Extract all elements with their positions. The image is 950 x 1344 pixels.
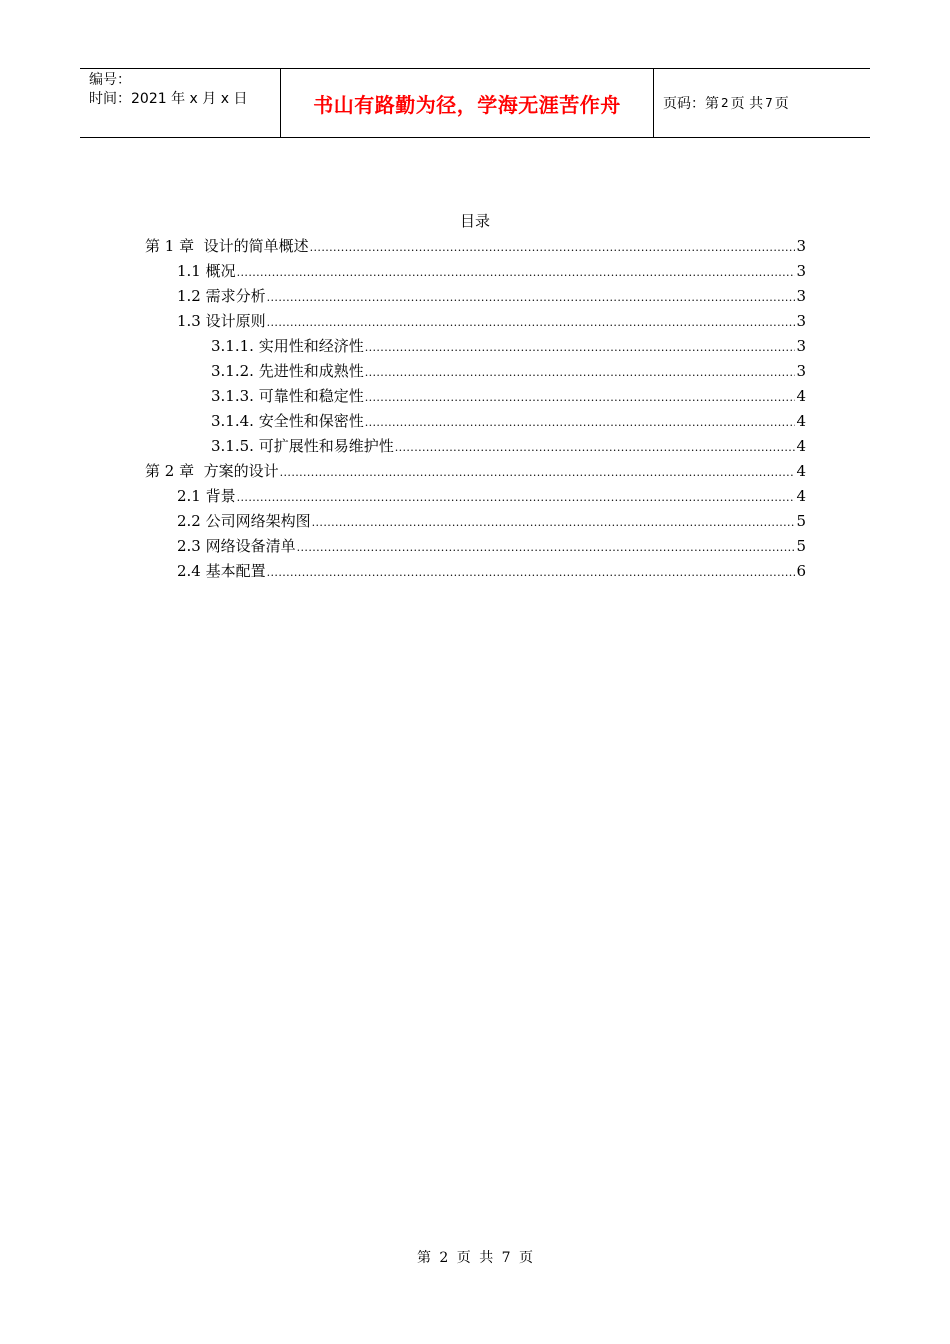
toc-leader-dots — [237, 260, 796, 285]
table-of-contents — [145, 234, 806, 584]
toc-entry-page: 3 — [796, 237, 806, 255]
toc-entry-label: 1.3 设计原则 — [177, 312, 266, 330]
header-page-info — [654, 69, 870, 137]
toc-entry[interactable] — [145, 234, 806, 259]
toc-entry-page: 3 — [796, 362, 806, 380]
toc-leader-dots — [267, 285, 796, 310]
toc-entry[interactable] — [145, 409, 806, 434]
toc-leader-dots — [365, 360, 796, 385]
toc-entry-page: 3 — [796, 312, 806, 330]
toc-leader-dots — [312, 510, 796, 535]
toc-entry[interactable] — [145, 509, 806, 534]
toc-entry-label: 2.3 网络设备清单 — [177, 537, 296, 555]
toc-entry-label: 2.4 基本配置 — [177, 562, 266, 580]
header-meta — [80, 69, 281, 137]
header-page-total: 7 — [765, 96, 773, 110]
header-page-mid: 页 共 — [730, 96, 764, 112]
toc-entry-page: 4 — [796, 487, 806, 505]
toc-leader-dots — [267, 310, 796, 335]
toc-entry-page: 6 — [796, 562, 806, 580]
toc-entry-label: 3.1.2. 先进性和成熟性 — [211, 362, 364, 380]
toc-entry-label: 3.1.3. 可靠性和稳定性 — [211, 387, 364, 405]
toc-entry-page: 4 — [796, 462, 806, 480]
toc-entry[interactable] — [145, 384, 806, 409]
toc-leader-dots — [237, 485, 796, 510]
toc-entry-page: 3 — [796, 287, 806, 305]
page-footer: 第 2 页 共 7 页 — [416, 1250, 534, 1266]
toc-entry[interactable] — [145, 334, 806, 359]
toc-leader-dots — [267, 560, 796, 585]
header-date-label: 时间：2021 年 x 月 x 日 — [89, 91, 248, 107]
toc-entry[interactable] — [145, 434, 806, 459]
toc-entry[interactable] — [145, 459, 806, 484]
toc-entry[interactable] — [145, 534, 806, 559]
toc-entry[interactable] — [145, 484, 806, 509]
header-motto: 书山有路勤为径，学海无涯苦作舟 — [281, 69, 654, 137]
toc-entry-page: 4 — [796, 437, 806, 455]
header-page-current: 2 — [721, 96, 729, 110]
toc-entry[interactable] — [145, 559, 806, 584]
toc-entry-page: 3 — [796, 337, 806, 355]
toc-leader-dots — [310, 235, 796, 260]
toc-entry-label: 第 2 章 方案的设计 — [145, 462, 279, 480]
header-number-label: 编号： — [89, 72, 131, 88]
toc-entry-page: 4 — [796, 387, 806, 405]
toc-leader-dots — [365, 410, 796, 435]
toc-entry-label: 2.1 背景 — [177, 487, 236, 505]
toc-entry-label: 1.2 需求分析 — [177, 287, 266, 305]
toc-entry-label: 3.1.4. 安全性和保密性 — [211, 412, 364, 430]
toc-entry[interactable] — [145, 284, 806, 309]
toc-entry-label: 1.1 概况 — [177, 262, 236, 280]
toc-leader-dots — [280, 460, 796, 485]
toc-title: 目录 — [459, 212, 490, 230]
toc-entry-label: 3.1.1. 实用性和经济性 — [211, 337, 364, 355]
toc-leader-dots — [365, 335, 796, 360]
toc-entry-page: 3 — [796, 262, 806, 280]
toc-entry-label: 2.2 公司网络架构图 — [177, 512, 311, 530]
toc-leader-dots — [365, 385, 796, 410]
header-page-prefix: 页码：第 — [663, 96, 719, 112]
header-page-suffix: 页 — [774, 96, 789, 112]
toc-entry-label: 3.1.5. 可扩展性和易维护性 — [211, 437, 394, 455]
toc-entry-page: 5 — [796, 512, 806, 530]
toc-entry[interactable] — [145, 359, 806, 384]
toc-entry-page: 5 — [796, 537, 806, 555]
toc-leader-dots — [297, 535, 796, 560]
toc-entry[interactable] — [145, 309, 806, 334]
toc-entry[interactable] — [145, 259, 806, 284]
toc-entry-page: 4 — [796, 412, 806, 430]
toc-leader-dots — [395, 435, 796, 460]
page-header — [80, 68, 870, 138]
toc-entry-label: 第 1 章 设计的简单概述 — [145, 237, 309, 255]
